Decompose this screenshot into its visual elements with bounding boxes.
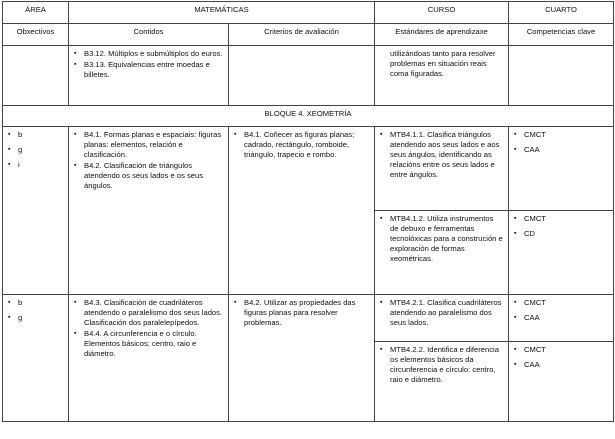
contents-cell xyxy=(69,295,229,422)
col-criteria: Criterios de avaliación xyxy=(229,24,375,46)
competency-item: ▪ CMCT xyxy=(514,130,608,140)
header-row xyxy=(3,2,614,24)
competency-item: ▪ CMCT xyxy=(514,345,608,355)
content-item: ▪ B4.4. A circunferencia e o círculo. Elementos básicos: centro, raio e diámetro. xyxy=(74,329,223,359)
competency-item: ▪ CMCT xyxy=(514,214,608,224)
carryover-standard xyxy=(375,46,509,106)
competency-cell xyxy=(509,295,614,342)
objective-item: ▪ g xyxy=(8,145,63,155)
course-value: CUARTO xyxy=(509,2,614,24)
objective-item: ▪ b xyxy=(8,130,63,140)
table-row xyxy=(3,295,614,342)
competency-cell xyxy=(509,127,614,211)
col-competencies: Competencias clave xyxy=(509,24,614,46)
standard-text: utilizándoas tanto para resolver problemas en situación reais coma figuradas. xyxy=(390,49,496,79)
course-label: CURSO xyxy=(375,2,509,24)
objective-item: ▪ i xyxy=(8,160,63,170)
carryover-objectives xyxy=(3,46,69,106)
competency-item: ▪ CAA xyxy=(514,145,608,155)
content-item: ▪ B3.13. Equivalencias entre moedas e billetes. xyxy=(74,60,223,80)
competency-item: ▪ CAA xyxy=(514,313,608,323)
block-title-row xyxy=(3,106,614,127)
objectives-cell xyxy=(3,127,69,295)
carryover-criteria xyxy=(229,46,375,106)
competency-cell xyxy=(509,342,614,422)
standard-item: ▪ MTB4.1.1. Clasifica triángulos atendendo aos seus lados e aos seus ángulos, identificando as relacións entre os seus lados e entre ángulos. xyxy=(380,130,503,180)
content-item: ▪ B4.1. Formas planas e espaciais: figuras planas: elementos, relación e clasificación. xyxy=(74,130,223,160)
standard-cell xyxy=(375,211,509,295)
subject-title: MATEMÁTICAS xyxy=(69,2,375,24)
contents-cell xyxy=(69,127,229,295)
col-contents: Contidos xyxy=(69,24,229,46)
block-title: BLOQUE 4. XEOMETRÍA xyxy=(3,106,614,127)
col-objectives: Obxectivos xyxy=(3,24,69,46)
content-item: ▪ B4.2. Clasificación de triángulos atendendo os seus lados e os seus ángulos. xyxy=(74,161,223,191)
carryover-row xyxy=(3,46,614,106)
standard-cell xyxy=(375,342,509,422)
competency-item: ▪ CMCT xyxy=(514,298,608,308)
competency-cell xyxy=(509,211,614,295)
objectives-cell xyxy=(3,295,69,422)
column-header-row xyxy=(3,24,614,46)
curriculum-table xyxy=(2,1,614,422)
competency-item: ▪ CD xyxy=(514,229,608,239)
content-item: ▪ B4.3. Clasificación de cuadriláteros atendendo o paralelismo dos seus lados. Clasificación dos paralelepípedos. xyxy=(74,298,223,328)
criterion-cell xyxy=(229,295,375,422)
standard-item: ▪ MTB4.1.2. Utiliza instrumentos de debuxo e ferramentas tecnolóxicas para a construción e exploración de formas xeométricas. xyxy=(380,214,503,264)
competency-item: ▪ CAA xyxy=(514,360,608,370)
standard-cell xyxy=(375,295,509,342)
criterion-cell xyxy=(229,127,375,295)
criterion-item: ▪ B4.1. Coñecer as figuras planas; cadrado, rectángulo, romboide, triángulo, trapecio e rombo. xyxy=(234,130,369,160)
criterion-item: ▪ B4.2. Utilizar as propiedades das figuras planas para resolver problemas. xyxy=(234,298,369,328)
standard-item: ▪ MTB4.2.2. Identifica e diferencia os elementos básicos da circunferencia e círculo: centro, raio e diámetro. xyxy=(380,345,503,385)
area-label: ÁREA xyxy=(3,2,69,24)
standard-cell xyxy=(375,127,509,211)
objective-item: ▪ b xyxy=(8,298,63,308)
carryover-competencies xyxy=(509,46,614,106)
objective-item: ▪ g xyxy=(8,313,63,323)
standard-item: ▪ MTB4.2.1. Clasifica cuadriláteros atendendo ao paralelismo dos seus lados. xyxy=(380,298,503,328)
content-item: ▪ B3.12. Múltiplos e submúltiplos do euros. xyxy=(74,49,223,59)
table-row xyxy=(3,127,614,211)
col-standards: Estándares de aprendizaxe xyxy=(375,24,509,46)
carryover-contents xyxy=(69,46,229,106)
